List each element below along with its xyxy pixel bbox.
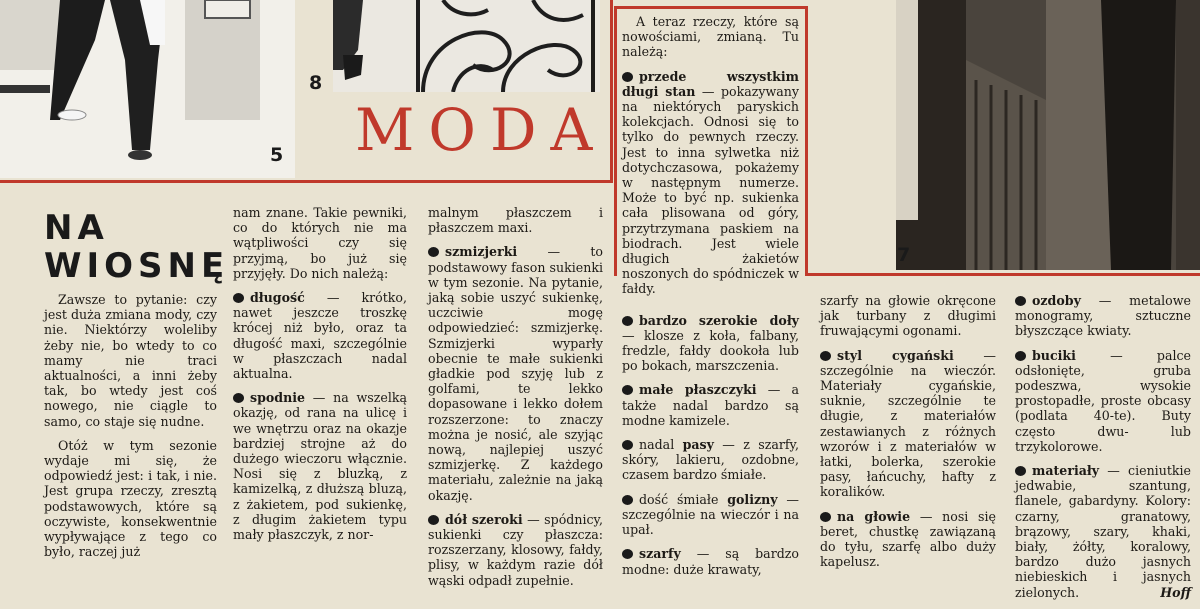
list-item — [820, 348, 996, 500]
item-text: — cieniutkie jedwabie, szantung, flanele, gabardyny. Kolory: czarny, granatowy, brązowy, szary, khaki, biały, żółty, koralowy, bardzo dużo jasnych niebieskich i jasnych zielonych. — [1015, 463, 1191, 600]
keyword: szmizjerki — [445, 244, 518, 260]
keyword: długość — [250, 290, 305, 306]
frame-box-right — [805, 6, 808, 276]
bullet-icon — [622, 316, 633, 326]
item-text: — klosze z koła, falbany, fredzle, fałdy dookoła lub po bokach, marszczenia. — [622, 327, 799, 374]
item-text: — palce odsłonięte, gruba podeszwa, wysokie prostopadłe, proste obcasy (podlata 40-te). Buty często dwu- lub trzykolorowe. — [1015, 347, 1191, 454]
item-text: — krótko, nawet jeszcze troszkę krócej niż było, oraz ta długość maxi, szczególnie w płaszczach nadal aktualna. — [233, 290, 407, 382]
keyword: spodnie — [250, 390, 306, 406]
photo-7-illustration — [896, 0, 1200, 270]
photo-5 — [0, 0, 295, 178]
keyword: buciki — [1032, 347, 1076, 363]
article-column-3 — [428, 205, 603, 597]
frame-box-top — [614, 6, 808, 9]
article-column-4 — [622, 14, 799, 586]
item-text: — są bardzo modne: duże krawaty, — [622, 546, 799, 577]
frame-line-right — [805, 273, 1200, 276]
keyword: ozdoby — [1032, 293, 1081, 308]
item-text: — pokazywany na niektórych paryskich kolekcjach. Odnosi się to tylko do pewnych rzeczy. Jest to inna sylwetka niż dotychczasowa, pokażemy w następnym numerze. Może to być np. sukienka cała plisowana od góry, przytrzymana paskiem na biodrach. Jest wiele długich żakietów noszonych do spódniczek w fałdy. — [622, 83, 799, 297]
page-title: MODA — [355, 96, 607, 164]
bullet-icon — [622, 385, 633, 395]
list-item — [622, 492, 799, 538]
keyword: golizny — [727, 491, 778, 507]
keyword: materiały — [1032, 463, 1100, 479]
list-item — [622, 313, 799, 374]
bullet-icon — [1015, 351, 1026, 361]
list-item — [428, 244, 603, 502]
bullet-icon — [1015, 296, 1026, 306]
list-item — [1015, 348, 1191, 454]
paragraph: nam znane. Takie pewniki, co do których nie ma wątpliwości czy się przyjmą, bo już się przyjęły. Do nich należą: — [233, 205, 407, 281]
item-text: — nosi się beret, chustkę zawiązaną do tyłu, szarfę albo duży kapelusz. — [820, 508, 996, 570]
frame-line-mid-vertical — [610, 0, 613, 183]
item-text: — szczególnie na wieczór. Materiały cygańskie, suknie, szczególnie te długie, z materiałów zestawianych z różnych wzorów i z materiałów w łatki, bolerka, szerokie pasy, łańcuchy, hafty z koralików. — [820, 347, 996, 500]
item-text: — na wszelką okazję, od rana na ulicę i we wnętrzu oraz na okazje bardziej strojne aż do dużego wieczoru włącznie. Nosi się z bluzką, z kamizelką, z dłuższą bluzą, z żakietem, pod sukienkę, z długim żakietem typu mały płaszczyk, z nor- — [233, 390, 407, 543]
frame-box-left — [614, 6, 617, 276]
bullet-icon — [820, 512, 831, 522]
heading-line-1: NA — [44, 208, 109, 248]
keyword: szarfy — [639, 546, 681, 562]
item-text: — z szarfy, skóry, lakieru, ozdobne, czasem bardzo śmiałe. — [622, 437, 799, 483]
photo-number-8: 8 — [309, 72, 323, 94]
photo-7 — [896, 0, 1200, 270]
paragraph: szarfy na głowie okręcone jak turbany z długimi fruwającymi ogonami. — [820, 293, 996, 339]
bullet-icon — [820, 351, 831, 361]
bullet-icon — [622, 495, 633, 505]
frame-line-top-left — [0, 180, 612, 183]
paragraph: malnym płaszczem i płaszczem maxi. — [428, 205, 603, 236]
list-item — [622, 546, 799, 576]
keyword: pasy — [682, 437, 714, 453]
list-item — [622, 437, 799, 483]
list-item — [233, 290, 407, 381]
list-item — [1015, 463, 1191, 600]
list-item — [622, 382, 799, 428]
paragraph: A teraz rzeczy, które są nowościami, zmianą. Tu należą: — [622, 14, 799, 60]
item-text: — szczególnie na wieczór i na upał. — [622, 491, 799, 538]
bullet-icon — [233, 293, 244, 303]
article-column-5 — [820, 293, 996, 578]
photo-8-illustration — [333, 0, 600, 92]
bullet-icon — [233, 393, 244, 403]
bullet-icon — [1015, 466, 1026, 476]
bullet-icon — [622, 549, 633, 559]
keyword: styl cygański — [837, 347, 954, 363]
paragraph: Otóż w tym sezonie wydaje mi się, że odpowiedź jest: i tak, i nie. Jest grupa rzeczy, zresztą podstawowych, które są oczywiste, konsekwentnie wypływające z tego co było, raczej już — [44, 437, 217, 560]
list-item — [622, 69, 799, 297]
photo-number-5: 5 — [270, 144, 284, 166]
keyword: przede wszystkim długi stan — [622, 68, 799, 99]
item-text: — to podstawowy fason sukienki w tym sezonie. Na pytanie, jaką sobie uszyć sukienkę, uczciwie mogę odpowiedzieć: szmizjerkę. Szmizjerki wyparły obecnie te małe sukienki gładkie pod szyję lub z golfami, te lekko dopasowane i lekko dołem rozszerzone: to znaczy można je nosić, ale szyjąc nową, najlepiej uszyć szmizjerkę. Z każdego materiału, zależnie na jaką okazję. — [428, 244, 603, 503]
paragraph: Zawsze to pytanie: czy jest duża zmiana mody, czy nie. Niektórzy woleliby żeby nie, bo wtedy to co mamy nie traci aktualności, a inni żeby tak, bo wtedy jest coś nowego, nie ciągle to samo, co staje się nudne. — [44, 292, 217, 429]
item-text: — metalowe monogramy, sztuczne błyszczące kwiaty. — [1015, 293, 1191, 339]
bullet-icon — [622, 72, 633, 82]
photo-5-illustration — [0, 0, 295, 178]
heading-line-2: WIOSNĘ — [44, 246, 230, 286]
photo-number-7: 7 — [897, 244, 911, 266]
item-text: — a także nadal bardzo są modne kamizele. — [622, 382, 800, 428]
keyword: małe płaszczyki — [639, 382, 757, 398]
list-item — [820, 509, 996, 570]
list-item — [1015, 293, 1191, 339]
list-item — [233, 390, 407, 542]
bullet-icon — [428, 247, 439, 257]
bullet-icon — [428, 515, 439, 525]
article-column-2 — [233, 205, 407, 551]
article-column-6 — [1015, 293, 1191, 609]
article-column-1 — [44, 292, 217, 568]
bullet-icon — [622, 440, 633, 450]
author-signature: Hoff — [1160, 584, 1191, 600]
item-text: nadal — [639, 437, 683, 453]
list-item — [428, 512, 603, 588]
keyword: na głowie — [837, 508, 911, 524]
item-text: — spódnicy, sukienki czy płaszcza: rozszerzany, klosowy, fałdy, plisy, w każdym razie dół wąski odpadł zupełnie. — [428, 511, 603, 588]
photo-8 — [333, 0, 600, 92]
keyword: bardzo szerokie doły — [639, 312, 799, 328]
item-text: dość śmiałe — [639, 491, 728, 507]
keyword: dół szeroki — [445, 511, 523, 527]
